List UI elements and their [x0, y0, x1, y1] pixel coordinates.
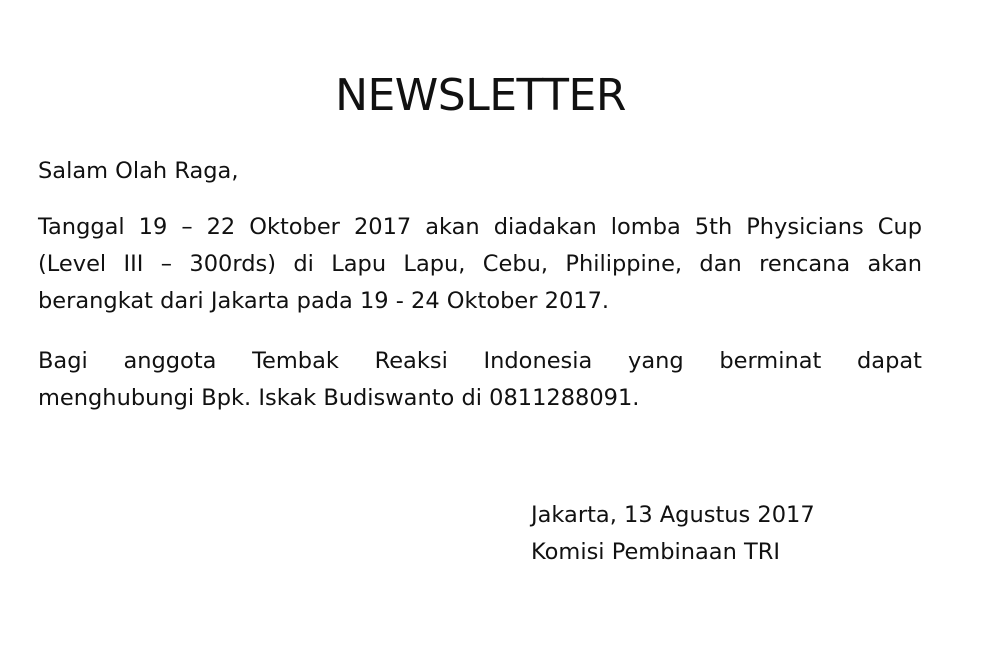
- signature-place-date: Jakarta, 13 Agustus 2017: [531, 502, 815, 528]
- greeting: Salam Olah Raga,: [38, 158, 239, 184]
- paragraph-announcement: [38, 209, 922, 320]
- page-title: NEWSLETTER: [335, 70, 626, 121]
- announcement-line: berangkat dari Jakarta pada 19 - 24 Oktober 2017.: [38, 288, 610, 314]
- signature-block: [531, 497, 951, 571]
- announcement-line: (Level III – 300rds) di Lapu Lapu, Cebu, Philippine, dan rencana akan: [38, 251, 922, 277]
- contact-line: menghubungi Bpk. Iskak Budiswanto di 0811288091.: [38, 385, 640, 411]
- announcement-line: Tanggal 19 – 22 Oktober 2017 akan diadakan lomba 5th Physicians Cup: [38, 214, 922, 240]
- signature-organization: Komisi Pembinaan TRI: [531, 539, 781, 565]
- paragraph-contact: [38, 343, 922, 417]
- contact-line: Bagi anggota Tembak Reaksi Indonesia yang berminat dapat: [38, 348, 922, 374]
